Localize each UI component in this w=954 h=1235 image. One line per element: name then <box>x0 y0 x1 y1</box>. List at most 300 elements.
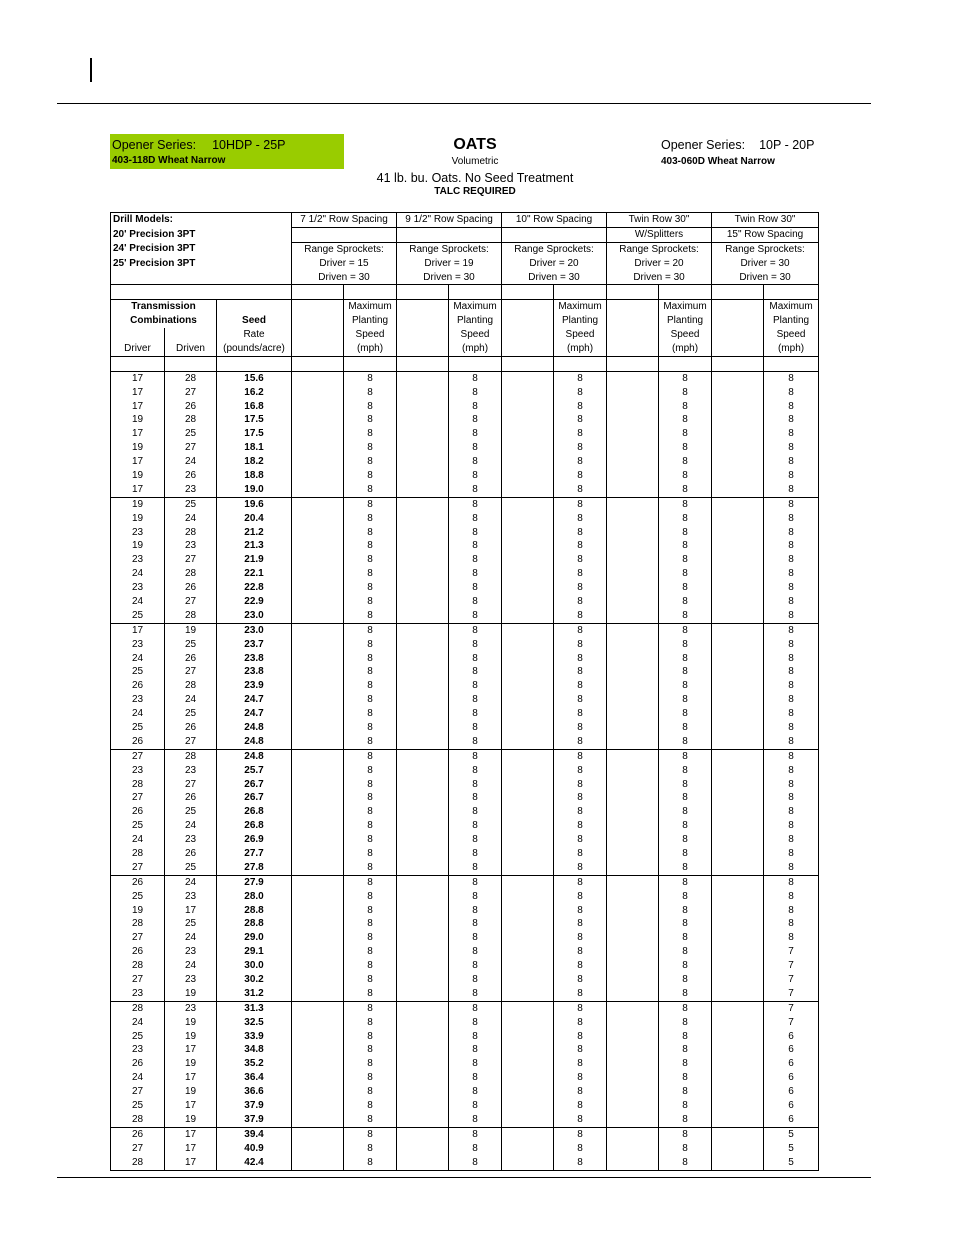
blank-cell <box>397 1071 449 1085</box>
driven-cell: 28 <box>165 413 217 427</box>
blank-cell <box>502 455 554 469</box>
blank-cell <box>292 512 344 526</box>
speed-cell-5: 8 <box>764 497 819 511</box>
table-row <box>111 400 819 414</box>
table-row <box>111 890 819 904</box>
table-row <box>111 553 819 567</box>
speed-cell-3: 8 <box>554 512 607 526</box>
speed-header-1: Maximum <box>344 300 397 314</box>
driver-cell: 26 <box>111 805 165 819</box>
speed-cell-1: 8 <box>344 512 397 526</box>
blank-cell <box>607 735 659 749</box>
speed-cell-4: 8 <box>659 386 712 400</box>
driver-cell: 19 <box>111 904 165 918</box>
blank-cell <box>292 987 344 1001</box>
blank-cell <box>607 875 659 889</box>
table-row <box>111 1044 819 1058</box>
driver-cell: 25 <box>111 609 165 623</box>
speed-cell-1: 8 <box>344 427 397 441</box>
driven-cell: 28 <box>165 526 217 540</box>
speed-cell-4: 8 <box>659 400 712 414</box>
table-row <box>111 666 819 680</box>
speed-cell-4: 8 <box>659 1085 712 1099</box>
blank-cell <box>712 539 764 553</box>
speed-cell-4: 8 <box>659 749 712 763</box>
blank-cell <box>292 469 344 483</box>
table-row <box>111 945 819 959</box>
speed-cell-2: 8 <box>449 847 502 861</box>
blank-cell <box>712 497 764 511</box>
blank-cell <box>712 483 764 497</box>
speed-cell-4: 8 <box>659 735 712 749</box>
speed-cell-5: 7 <box>764 1001 819 1015</box>
seed-rate-cell: 15.6 <box>217 371 292 385</box>
blank-cell <box>607 764 659 778</box>
speed-cell-5: 8 <box>764 847 819 861</box>
blank-cell <box>712 1030 764 1044</box>
spacing-4-driven: Driven = 30 <box>607 271 712 285</box>
spacing-4-driver: Driver = 20 <box>607 257 712 271</box>
blank-cell <box>712 512 764 526</box>
blank-cell <box>292 1142 344 1156</box>
speed-cell-3: 8 <box>554 861 607 875</box>
speed-cell-4: 8 <box>659 847 712 861</box>
blank-cell <box>502 526 554 540</box>
driven-cell: 27 <box>165 441 217 455</box>
blank-cell <box>607 553 659 567</box>
speed-cell-1: 8 <box>344 595 397 609</box>
blank-cell <box>292 890 344 904</box>
table-row <box>111 875 819 889</box>
seed-rate-cell: 17.5 <box>217 413 292 427</box>
blank-cell <box>292 693 344 707</box>
speed-cell-2: 8 <box>449 512 502 526</box>
blank-cell <box>712 567 764 581</box>
blank-cell <box>292 666 344 680</box>
speed-cell-3: 8 <box>554 595 607 609</box>
blank-cell <box>292 1156 344 1170</box>
transmission-label: Transmission <box>111 300 217 314</box>
table-row <box>111 581 819 595</box>
blank-cell <box>712 931 764 945</box>
speed-cell-1: 8 <box>344 1016 397 1030</box>
blank-cell <box>712 441 764 455</box>
spacing-5-name2: 15" Row Spacing <box>712 227 819 242</box>
table-row <box>111 918 819 932</box>
speed-cell-2: 8 <box>449 413 502 427</box>
speed-cell-1: 8 <box>344 1071 397 1085</box>
speed-cell-2: 8 <box>449 778 502 792</box>
speed-cell-3: 8 <box>554 469 607 483</box>
speed-cell-3: 8 <box>554 1071 607 1085</box>
blank-cell <box>502 987 554 1001</box>
speed-cell-3: 8 <box>554 1057 607 1071</box>
blank-cell <box>712 904 764 918</box>
seed-rate-cell: 22.1 <box>217 567 292 581</box>
driven-cell: 19 <box>165 1057 217 1071</box>
blank-cell <box>292 526 344 540</box>
spacing-1-driver: Driver = 15 <box>292 257 397 271</box>
blank-cell <box>712 875 764 889</box>
blank-cell <box>397 1044 449 1058</box>
blank-cell <box>607 749 659 763</box>
blank-cell <box>502 567 554 581</box>
driver-cell: 27 <box>111 973 165 987</box>
speed-cell-1: 8 <box>344 1085 397 1099</box>
seed-rate-cell: 29.1 <box>217 945 292 959</box>
blank-cell <box>397 945 449 959</box>
table-row <box>111 427 819 441</box>
blank-cell <box>397 749 449 763</box>
speed-cell-1: 8 <box>344 371 397 385</box>
blank-cell <box>292 861 344 875</box>
blank-cell <box>397 1127 449 1141</box>
blank-cell <box>607 1099 659 1113</box>
blank-cell <box>502 931 554 945</box>
speed-cell-1: 8 <box>344 483 397 497</box>
speed-cell-4: 8 <box>659 427 712 441</box>
driven-cell: 28 <box>165 749 217 763</box>
blank-cell <box>712 973 764 987</box>
blank-cell <box>712 623 764 637</box>
blank-cell <box>397 973 449 987</box>
blank-cell <box>712 1044 764 1058</box>
blank-cell <box>607 1113 659 1127</box>
speed-cell-3: 8 <box>554 553 607 567</box>
speed-cell-2: 8 <box>449 833 502 847</box>
blank-cell <box>712 1099 764 1113</box>
blank-cell <box>712 1016 764 1030</box>
speed-cell-1: 8 <box>344 721 397 735</box>
driven-cell: 27 <box>165 735 217 749</box>
speed-cell-4: 8 <box>659 1142 712 1156</box>
speed-cell-1: 8 <box>344 386 397 400</box>
seed-rate-cell: 25.7 <box>217 764 292 778</box>
blank-cell <box>502 553 554 567</box>
table-row <box>111 638 819 652</box>
table-row <box>111 1127 819 1141</box>
speed-cell-1: 8 <box>344 707 397 721</box>
speed-cell-4: 8 <box>659 778 712 792</box>
blank-cell <box>292 847 344 861</box>
header-tick-mark <box>90 58 92 82</box>
table-row <box>111 1016 819 1030</box>
speed-cell-2: 8 <box>449 1085 502 1099</box>
blank-cell <box>712 526 764 540</box>
table-row <box>111 567 819 581</box>
speed-cell-5: 8 <box>764 455 819 469</box>
blank-cell <box>502 512 554 526</box>
speed-cell-3: 8 <box>554 666 607 680</box>
speed-cell-5: 8 <box>764 721 819 735</box>
driven-cell: 25 <box>165 427 217 441</box>
blank-cell <box>607 386 659 400</box>
drill-model-3: 25' Precision 3PT <box>111 257 292 271</box>
table-row <box>111 679 819 693</box>
speed-cell-4: 8 <box>659 693 712 707</box>
blank-cell <box>502 1057 554 1071</box>
speed-cell-2: 8 <box>449 1142 502 1156</box>
driven-cell: 19 <box>165 1016 217 1030</box>
speed-cell-1: 8 <box>344 890 397 904</box>
blank-cell <box>397 904 449 918</box>
speed-cell-5: 8 <box>764 792 819 806</box>
blank-cell <box>292 764 344 778</box>
speed-cell-2: 8 <box>449 1001 502 1015</box>
blank-cell <box>292 371 344 385</box>
driver-cell: 26 <box>111 875 165 889</box>
blank-cell <box>397 595 449 609</box>
blank-cell <box>607 1057 659 1071</box>
speed-cell-3: 8 <box>554 427 607 441</box>
blank-cell <box>397 386 449 400</box>
speed-cell-1: 8 <box>344 1156 397 1170</box>
speed-cell-2: 8 <box>449 638 502 652</box>
driver-cell: 17 <box>111 623 165 637</box>
blank-cell <box>502 386 554 400</box>
seed-rate-cell: 19.6 <box>217 497 292 511</box>
speed-cell-5: 8 <box>764 638 819 652</box>
spacing-2-name: 9 1/2" Row Spacing <box>397 213 502 228</box>
speed-cell-5: 8 <box>764 693 819 707</box>
speed-cell-2: 8 <box>449 441 502 455</box>
seed-rate-cell: 16.2 <box>217 386 292 400</box>
blank-cell <box>292 1127 344 1141</box>
speed-cell-4: 8 <box>659 890 712 904</box>
blank-cell <box>292 875 344 889</box>
spacing-4-name2: W/Splitters <box>607 227 712 242</box>
speed-cell-3: 8 <box>554 959 607 973</box>
spacing-3-driven: Driven = 30 <box>502 271 607 285</box>
speed-cell-3: 8 <box>554 1016 607 1030</box>
spacing-1-name2 <box>292 227 397 242</box>
table-row <box>111 819 819 833</box>
speed-cell-5: 5 <box>764 1142 819 1156</box>
blank-cell <box>397 721 449 735</box>
blank-cell <box>712 987 764 1001</box>
table-row <box>111 764 819 778</box>
blank-cell <box>712 581 764 595</box>
speed-cell-4: 8 <box>659 638 712 652</box>
speed-cell-1: 8 <box>344 735 397 749</box>
blank-cell <box>397 833 449 847</box>
seed-rate-cell: 34.8 <box>217 1044 292 1058</box>
blank-cell <box>397 735 449 749</box>
speed-cell-5: 8 <box>764 890 819 904</box>
speed-cell-4: 8 <box>659 413 712 427</box>
blank-cell <box>292 679 344 693</box>
driver-cell: 23 <box>111 526 165 540</box>
blank-cell <box>397 623 449 637</box>
blank-cell <box>292 1016 344 1030</box>
speed-cell-3: 8 <box>554 652 607 666</box>
blank-cell <box>292 1085 344 1099</box>
driven-cell: 26 <box>165 469 217 483</box>
table-row <box>111 539 819 553</box>
blank-cell <box>712 400 764 414</box>
seed-rate-cell: 23.0 <box>217 623 292 637</box>
blank-cell <box>712 918 764 932</box>
driven-cell: 23 <box>165 973 217 987</box>
speed-cell-2: 8 <box>449 455 502 469</box>
seed-rate-cell: 23.0 <box>217 609 292 623</box>
speed-cell-4: 8 <box>659 441 712 455</box>
speed-cell-3: 8 <box>554 973 607 987</box>
table-row <box>111 931 819 945</box>
spacing-3-name: 10" Row Spacing <box>502 213 607 228</box>
blank-cell <box>397 1099 449 1113</box>
blank-cell <box>502 833 554 847</box>
driver-cell: 25 <box>111 819 165 833</box>
driver-cell: 17 <box>111 455 165 469</box>
blank-cell <box>502 847 554 861</box>
blank-cell <box>502 1030 554 1044</box>
speed-cell-5: 7 <box>764 945 819 959</box>
table-row <box>111 652 819 666</box>
blank-cell <box>712 679 764 693</box>
speed-cell-5: 8 <box>764 483 819 497</box>
speed-cell-2: 8 <box>449 1099 502 1113</box>
table-row <box>111 623 819 637</box>
driven-cell: 24 <box>165 819 217 833</box>
blank-cell <box>502 819 554 833</box>
blank-cell <box>502 679 554 693</box>
speed-cell-1: 8 <box>344 693 397 707</box>
blank-cell <box>292 904 344 918</box>
speed-cell-2: 8 <box>449 890 502 904</box>
blank-cell <box>397 371 449 385</box>
driver-cell: 26 <box>111 945 165 959</box>
blank-cell <box>502 918 554 932</box>
speed-cell-3: 8 <box>554 764 607 778</box>
driver-cell: 19 <box>111 441 165 455</box>
driven-cell: 23 <box>165 483 217 497</box>
blank-cell <box>397 1030 449 1044</box>
seed-rate-cell: 31.3 <box>217 1001 292 1015</box>
blank-cell <box>502 861 554 875</box>
blank-cell <box>712 764 764 778</box>
speed-cell-3: 8 <box>554 792 607 806</box>
blank-cell <box>607 638 659 652</box>
speed-cell-1: 8 <box>344 1142 397 1156</box>
driven-cell: 27 <box>165 386 217 400</box>
speed-cell-3: 8 <box>554 693 607 707</box>
blank-cell <box>397 1057 449 1071</box>
speed-cell-2: 8 <box>449 609 502 623</box>
speed-cell-4: 8 <box>659 833 712 847</box>
driven-cell: 19 <box>165 987 217 1001</box>
blank-cell <box>292 1113 344 1127</box>
blank-cell <box>397 1142 449 1156</box>
speed-cell-3: 8 <box>554 1085 607 1099</box>
speed-cell-4: 8 <box>659 904 712 918</box>
driver-cell: 26 <box>111 1057 165 1071</box>
speed-cell-3: 8 <box>554 526 607 540</box>
blank-cell <box>502 441 554 455</box>
blank-cell <box>502 778 554 792</box>
blank-cell <box>502 904 554 918</box>
driver-cell: 19 <box>111 413 165 427</box>
seed-rate-cell: 26.8 <box>217 805 292 819</box>
table-row <box>111 847 819 861</box>
blank-cell <box>502 609 554 623</box>
speed-cell-1: 8 <box>344 1113 397 1127</box>
speed-cell-3: 8 <box>554 931 607 945</box>
speed-cell-5: 7 <box>764 973 819 987</box>
speed-cell-5: 8 <box>764 707 819 721</box>
blank-cell <box>292 749 344 763</box>
blank-cell <box>607 371 659 385</box>
speed-cell-5: 8 <box>764 778 819 792</box>
blank-cell <box>397 890 449 904</box>
page-subtitle: Volumetric <box>451 156 499 167</box>
speed-header-2: Maximum <box>449 300 502 314</box>
blank-cell <box>502 945 554 959</box>
speed-cell-2: 8 <box>449 721 502 735</box>
speed-cell-3: 8 <box>554 1127 607 1141</box>
blank-cell <box>292 918 344 932</box>
driver-cell: 27 <box>111 1142 165 1156</box>
blank-cell <box>502 539 554 553</box>
blank-cell <box>607 679 659 693</box>
driven-cell: 25 <box>165 805 217 819</box>
blank-cell <box>292 386 344 400</box>
driven-cell: 19 <box>165 1085 217 1099</box>
table-row <box>111 959 819 973</box>
speed-cell-2: 8 <box>449 1044 502 1058</box>
blank-cell <box>712 371 764 385</box>
blank-cell <box>292 623 344 637</box>
speed-cell-5: 8 <box>764 469 819 483</box>
blank-cell <box>712 1057 764 1071</box>
speed-cell-3: 8 <box>554 721 607 735</box>
speed-cell-4: 8 <box>659 679 712 693</box>
speed-cell-4: 8 <box>659 1071 712 1085</box>
speed-cell-1: 8 <box>344 581 397 595</box>
speed-cell-1: 8 <box>344 567 397 581</box>
driver-cell: 19 <box>111 497 165 511</box>
opener-series-right <box>661 138 861 167</box>
driver-cell: 17 <box>111 427 165 441</box>
speed-cell-1: 8 <box>344 805 397 819</box>
blank-cell <box>712 595 764 609</box>
blank-cell <box>397 539 449 553</box>
blank-cell <box>292 539 344 553</box>
driven-cell: 23 <box>165 539 217 553</box>
table-row <box>111 526 819 540</box>
blank-cell <box>607 1030 659 1044</box>
driver-cell: 25 <box>111 1030 165 1044</box>
blank-cell <box>397 497 449 511</box>
speed-cell-1: 8 <box>344 764 397 778</box>
blank-cell <box>712 1142 764 1156</box>
blank-cell <box>712 693 764 707</box>
blank-cell <box>607 441 659 455</box>
table-row <box>111 721 819 735</box>
speed-cell-1: 8 <box>344 400 397 414</box>
speed-cell-4: 8 <box>659 764 712 778</box>
blank-cell <box>397 469 449 483</box>
seed-rate-cell: 21.3 <box>217 539 292 553</box>
blank-cell <box>397 707 449 721</box>
driven-cell: 26 <box>165 721 217 735</box>
speed-cell-4: 8 <box>659 1156 712 1170</box>
speed-cell-4: 8 <box>659 973 712 987</box>
blank-cell <box>292 819 344 833</box>
speed-cell-1: 8 <box>344 526 397 540</box>
speed-header-5: Maximum <box>764 300 819 314</box>
blank-cell <box>292 553 344 567</box>
